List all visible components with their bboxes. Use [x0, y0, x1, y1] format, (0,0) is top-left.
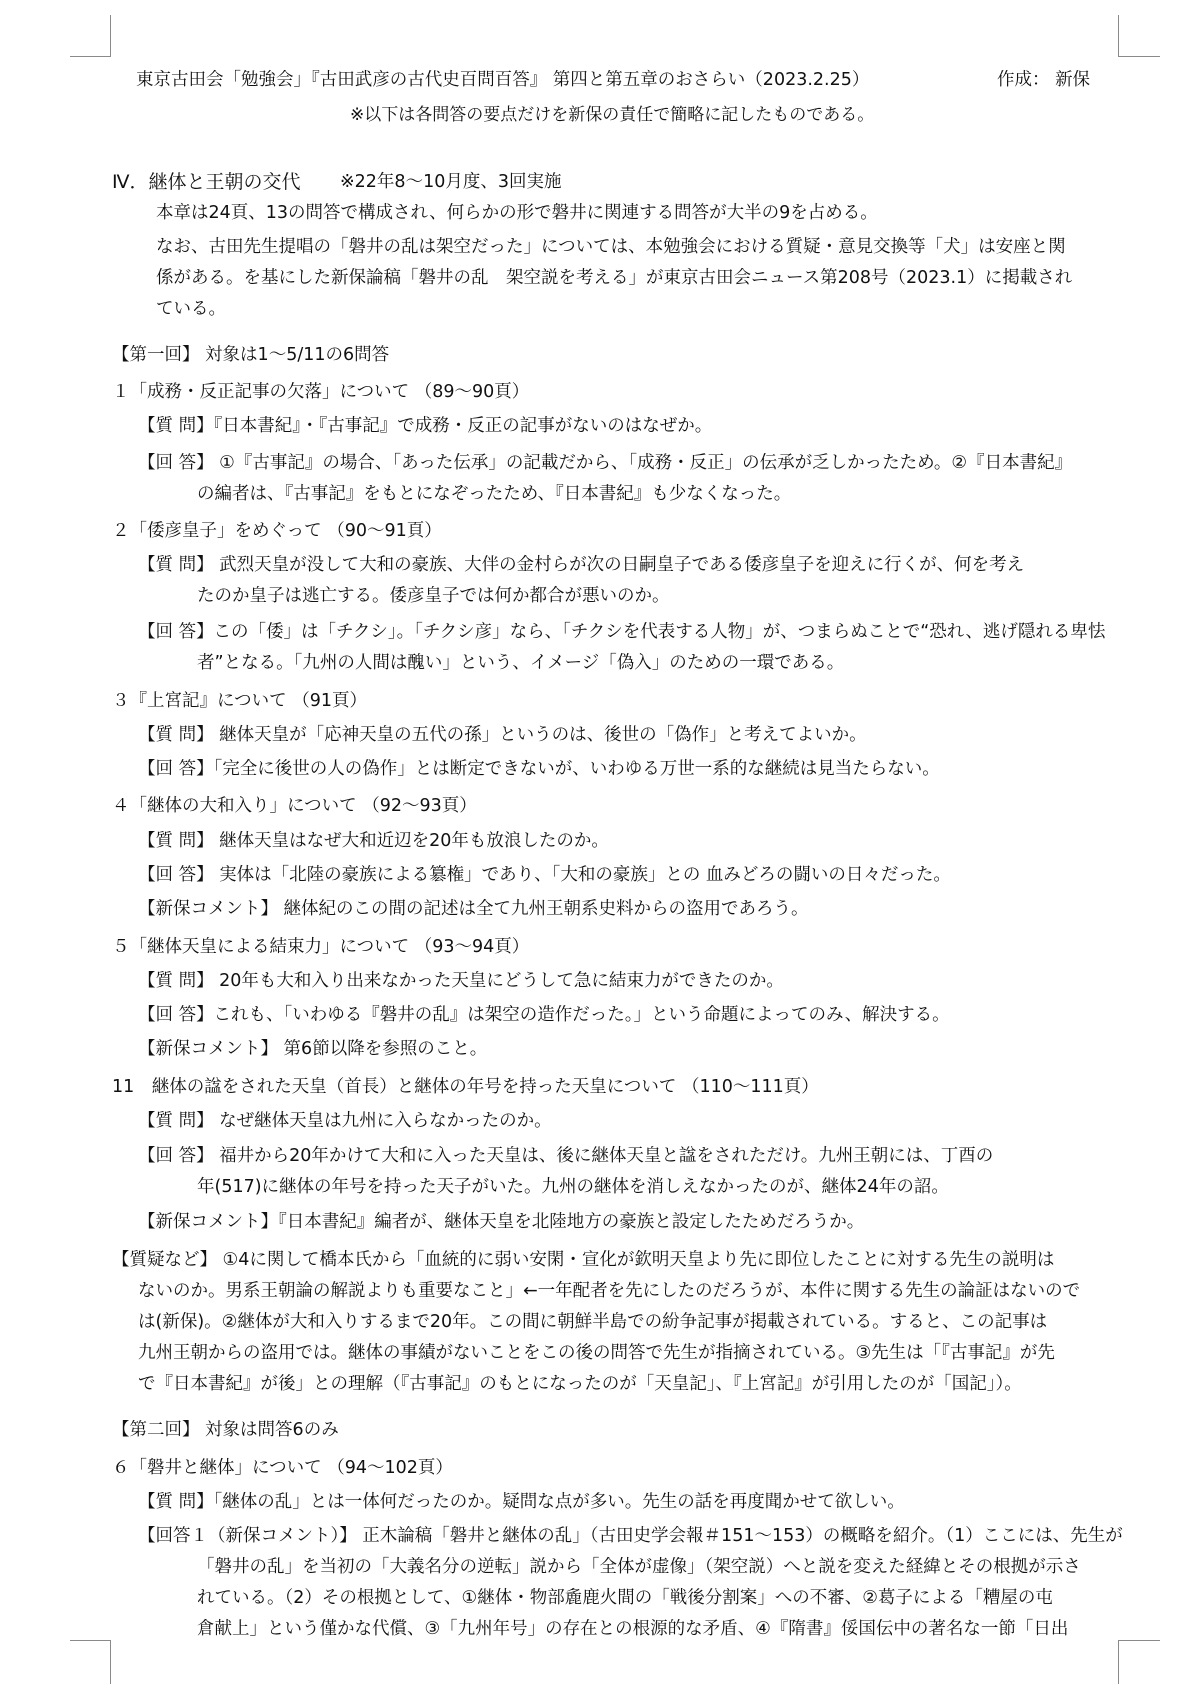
qa-line: 者”となる。「九州の人間は醜い」という、イメージ「偽入」のための一環である。: [197, 653, 845, 673]
crop-mark-top-left: [70, 56, 111, 57]
qa-line: 【質 問】 20年も大和入り出来なかった天皇にどうして急に結束力ができたのか。: [138, 971, 784, 991]
qa-line: 【回 答】 福井から20年かけて大和に入った天皇は、後に継体天皇と諡をされただけ。九州王朝には、丁酉の: [138, 1146, 994, 1166]
qa-line: 年(517)に継体の年号を持った天子がいた。九州の継体を消しえなかったのが、継体24年の詔。: [197, 1177, 949, 1197]
discussion-line: は(新保)。②継体が大和入りするまで20年。この間に朝鮮半島での紛争記事が掲載されている。すると、この記事は: [138, 1312, 1048, 1332]
crop-mark-bottom-left: [70, 1640, 111, 1641]
crop-mark-top-right: [1118, 15, 1119, 57]
document-note: ※以下は各問答の要点だけを新保の責任で簡略に記したものである。: [350, 105, 875, 125]
qa-line: 【質 問】 なぜ継体天皇は九州に入らなかったのか。: [138, 1111, 552, 1131]
qa-line: 「磐井の乱」を当初の「大義名分の逆転」説から「全体が虚像」（架空説）へと説を変えた経緯とその根拠が示さ: [197, 1557, 1081, 1577]
qa-line: 【回 答】 実体は「北陸の豪族による簒権」であり、「大和の豪族」との 血みどろの闘いの日々だった。: [138, 865, 951, 885]
qa-line: 倉献上」という僅かな代償、③「九州年号」の存在との根源的な矛盾、④『隋書』俀国伝中の著名な一節「日出: [197, 1619, 1069, 1639]
qa-title: ４「継体の大和入り」について （92～93頁）: [112, 796, 477, 816]
document-author: 作成： 新保: [997, 70, 1091, 90]
qa-line: 【新保コメント】 継体紀のこの間の記述は全て九州王朝系史料からの盗用であろう。: [138, 899, 809, 919]
qa-line: 【質 問】『日本書紀』・『古事記』で成務・反正の記事がないのはなぜか。: [138, 416, 713, 436]
qa-line: れている。（2）その根拠として、①継体・物部麁鹿火間の「戦後分割案」への不審、②葛子による「糟屋の屯: [197, 1588, 1053, 1608]
crop-mark-top-left: [110, 15, 111, 57]
qa-line: 【回 答】 ①『古事記』の場合、「あった伝承」の記載だから、「成務・反正」の伝承が乏しかったため。②『日本書紀』: [138, 453, 1073, 473]
discussion-line: ないのか。男系王朝論の解説よりも重要なこと」←一年配者を先にしたのだろうが、本件に関する先生の論証はないので: [138, 1281, 1081, 1301]
qa-title: １「成務・反正記事の欠落」について （89～90頁）: [112, 382, 530, 402]
qa-line: たのか皇子は逃亡する。倭彦皇子では何か都合が悪いのか。: [197, 586, 670, 606]
qa-title: 11 継体の諡をされた天皇（首長）と継体の年号を持った天皇について （110～111頁）: [112, 1077, 819, 1097]
qa-line: の編者は、『古事記』をもとになぞったため、『日本書紀』も少なくなった。: [197, 484, 792, 504]
qa-line: 【回答１（新保コメント）】 正木論稿「磐井と継体の乱」（古田史学会報＃151～153）の概略を紹介。（1）ここには、先生が: [138, 1526, 1123, 1546]
qa-title: ２「倭彦皇子」をめぐって （90～91頁）: [112, 521, 442, 541]
session-heading: 【第一回】 対象は1～5/11の6問答: [112, 345, 390, 365]
crop-mark-bottom-right: [1118, 1640, 1119, 1684]
qa-line: 【質 問】 継体天皇が「応神天皇の五代の孫」というのは、後世の「偽作」と考えてよいか。: [138, 725, 867, 745]
intro-line: ている。: [156, 299, 226, 319]
qa-line: 【回 答】「完全に後世の人の偽作」とは断定できないが、いわゆる万世一系的な継続は見当たらない。: [138, 759, 940, 779]
session-heading: 【第二回】 対象は問答6のみ: [112, 1420, 339, 1440]
crop-mark-bottom-right: [1118, 1640, 1160, 1641]
qa-line: 【新保コメント】 第6節以降を参照のこと。: [138, 1039, 488, 1059]
qa-line: 【回 答】これも、「いわゆる『磐井の乱』は架空の造作だった。」という命題によってのみ、解決する。: [138, 1005, 950, 1025]
intro-line: なお、古田先生提唱の「磐井の乱は架空だった」については、本勉強会における質疑・意見交換等「犬」は安座と関: [156, 237, 1066, 257]
qa-line: 【質 問】 武烈天皇が没して大和の豪族、大伴の金村らが次の日嗣皇子である倭彦皇子を迎えに行くが、何を考え: [138, 555, 1025, 575]
qa-line: 【質 問】 継体天皇はなぜ大和近辺を20年も放浪したのか。: [138, 831, 609, 851]
qa-line: 【新保コメント】『日本書紀』編者が、継体天皇を北陸地方の豪族と設定したためだろうか。: [138, 1212, 865, 1232]
qa-line: 【質 問】「継体の乱」とは一体何だったのか。疑問な点が多い。先生の話を再度聞かせて欲しい。: [138, 1492, 905, 1512]
document-title: 東京古田会「勉強会」『古田武彦の古代史百問百答』 第四と第五章のおさらい（2023.2.25）: [136, 70, 870, 90]
discussion-line: で『日本書紀』が後」との理解（『古事記』のもとになったのが「天皇記」、『上宮記』が引用したのが「国記」）。: [138, 1374, 1022, 1394]
crop-mark-top-right: [1118, 56, 1160, 57]
intro-line: 係がある。を基にした新保論稿「磐井の乱 架空説を考える」が東京古田会ニュース第208号（2023.1）に掲載され: [156, 268, 1073, 288]
crop-mark-bottom-left: [110, 1640, 111, 1684]
discussion-line: 【質疑など】 ①4に関して橋本氏から「血統的に弱い安閑・宣化が欽明天皇より先に即位したことに対する先生の説明は: [112, 1250, 1055, 1270]
qa-line: 【回 答】この「倭」は「チクシ」。「チクシ彦」なら、「チクシを代表する人物」が、つまらぬことで“恐れ、逃げ隠れる卑怯: [138, 622, 1106, 642]
chapter-heading: Ⅳ．継体と王朝の交代: [112, 171, 301, 193]
qa-title: ３『上宮記』について （91頁）: [112, 691, 367, 711]
qa-title: ５「継体天皇による結束力」について （93～94頁）: [112, 937, 530, 957]
qa-title: ６「磐井と継体」について （94～102頁）: [112, 1458, 453, 1478]
discussion-line: 九州王朝からの盗用では。継体の事績がないことをこの後の問答で先生が指摘されている。③先生は「『古事記』が先: [138, 1343, 1055, 1363]
intro-line: 本章は24頁、13の問答で構成され、何らかの形で磐井に関連する問答が大半の9を占める。: [156, 203, 878, 223]
chapter-heading-note: ※22年8～10月度、3回実施: [340, 172, 562, 192]
